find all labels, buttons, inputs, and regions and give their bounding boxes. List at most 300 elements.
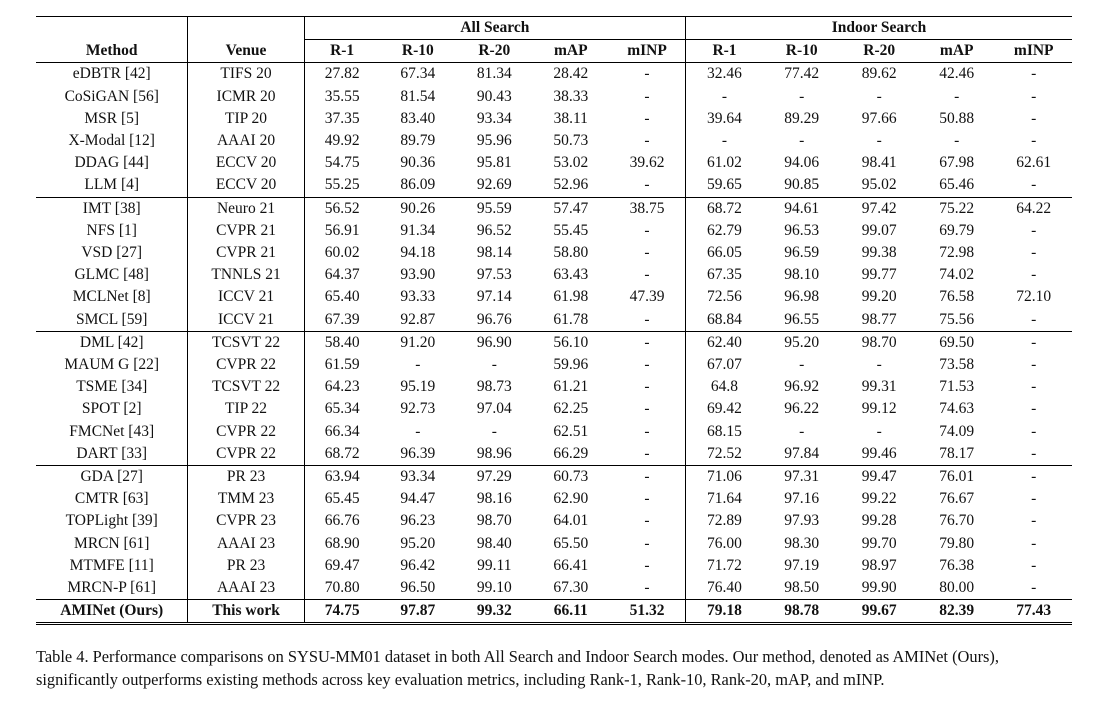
table-cell: - bbox=[995, 466, 1072, 489]
table-cell: 39.64 bbox=[686, 108, 763, 130]
table-cell: DART [33] bbox=[76, 444, 148, 462]
column-header: Venue bbox=[188, 40, 304, 63]
column-header: mINP bbox=[609, 40, 686, 63]
table-cell: - bbox=[644, 65, 650, 83]
table-cell: 98.41 bbox=[861, 154, 897, 172]
table-row bbox=[36, 510, 1072, 532]
table-cell: - bbox=[1031, 87, 1037, 105]
table-cell: ICMR 20 bbox=[188, 86, 304, 108]
table-cell: - bbox=[1031, 244, 1037, 262]
table-cell: - bbox=[1031, 132, 1037, 150]
table-cell: - bbox=[1031, 400, 1037, 418]
table-cell: - bbox=[876, 132, 882, 150]
table-cell: 38.11 bbox=[553, 109, 588, 127]
table-cell: 95.96 bbox=[476, 132, 512, 150]
table-cell: 70.80 bbox=[304, 577, 379, 600]
table-cell: 66.76 bbox=[304, 510, 379, 532]
table-cell: - bbox=[686, 86, 763, 108]
table-cell: 72.98 bbox=[939, 244, 975, 262]
table-cell: 81.54 bbox=[400, 87, 436, 105]
table-cell: 64.01 bbox=[553, 512, 589, 530]
table-cell: eDBTR [42] bbox=[72, 65, 151, 83]
table-row bbox=[36, 86, 1072, 108]
table-cell: 74.63 bbox=[939, 400, 975, 418]
table-cell: 72.10 bbox=[1016, 288, 1052, 306]
table-cell: AAAI 23 bbox=[188, 533, 304, 555]
table-cell: PR 23 bbox=[188, 555, 304, 577]
table-row bbox=[36, 152, 1072, 174]
table-cell: 65.46 bbox=[939, 176, 975, 194]
table-cell: 99.67 bbox=[840, 600, 917, 624]
table-cell: 99.10 bbox=[476, 579, 512, 597]
table-cell: 97.87 bbox=[380, 600, 456, 624]
table-cell: 38.33 bbox=[553, 87, 589, 105]
table-cell: 95.20 bbox=[400, 534, 436, 552]
table-cell: ICCV 21 bbox=[188, 309, 304, 332]
table-cell: 96.98 bbox=[784, 288, 820, 306]
table-cell: 49.92 bbox=[304, 130, 379, 152]
table-cell: 90.43 bbox=[476, 87, 512, 105]
table-cell: 99.38 bbox=[861, 244, 897, 262]
table-cell: - bbox=[644, 534, 650, 552]
table-cell: - bbox=[1031, 512, 1037, 530]
table-cell: 81.34 bbox=[476, 65, 512, 83]
table-cell: 76.01 bbox=[918, 466, 995, 489]
table-cell: - bbox=[644, 378, 650, 396]
table-cell: 97.16 bbox=[784, 490, 820, 508]
table-row bbox=[36, 286, 1072, 308]
column-header: R-1 bbox=[686, 40, 763, 63]
table-cell: 61.78 bbox=[553, 310, 589, 328]
table-cell: NFS [1] bbox=[86, 221, 137, 239]
table-cell: - bbox=[644, 266, 650, 284]
table-cell: 56.52 bbox=[304, 197, 379, 220]
table-row bbox=[36, 398, 1072, 420]
table-cell: 69.50 bbox=[918, 331, 995, 354]
table-cell: 28.42 bbox=[553, 65, 589, 83]
table-cell: 75.56 bbox=[939, 310, 975, 328]
table-cell: 66.29 bbox=[553, 444, 589, 462]
table-cell: 95.81 bbox=[476, 154, 512, 172]
table-cell: - bbox=[644, 132, 650, 150]
table-cell: 68.15 bbox=[686, 421, 763, 443]
table-cell: 95.59 bbox=[456, 197, 532, 220]
table-cell: - bbox=[1031, 176, 1037, 194]
table-cell: 89.62 bbox=[861, 65, 897, 83]
table-cell: 76.38 bbox=[939, 556, 975, 574]
table-cell: 50.73 bbox=[553, 132, 589, 150]
table-cell: 96.55 bbox=[784, 310, 820, 328]
table-cell: 62.61 bbox=[1016, 154, 1052, 172]
table-cell: 98.40 bbox=[476, 534, 512, 552]
table-cell: TCSVT 22 bbox=[188, 376, 304, 398]
table-cell: TIFS 20 bbox=[188, 63, 304, 86]
table-cell: 98.10 bbox=[784, 266, 820, 284]
table-cell: 57.47 bbox=[533, 197, 609, 220]
indoor-search-header: Indoor Search bbox=[686, 17, 1073, 40]
table-cell: 96.39 bbox=[400, 444, 436, 462]
table-cell: 94.06 bbox=[784, 154, 820, 172]
table-cell: 93.33 bbox=[400, 288, 436, 306]
table-cell: 97.31 bbox=[763, 466, 840, 489]
table-cell: 91.20 bbox=[380, 331, 456, 354]
table-cell: 96.22 bbox=[784, 400, 820, 418]
table-cell: 79.18 bbox=[686, 600, 763, 624]
table-cell: TCSVT 22 bbox=[188, 331, 304, 354]
table-cell: 52.96 bbox=[553, 176, 589, 194]
table-cell: CVPR 21 bbox=[188, 242, 304, 264]
table-cell: 50.88 bbox=[939, 109, 975, 127]
table-cell: GDA [27] bbox=[36, 466, 188, 489]
table-cell: 95.19 bbox=[400, 378, 436, 396]
table-cell: 97.42 bbox=[840, 197, 917, 220]
table-cell: 61.98 bbox=[553, 288, 589, 306]
table-cell: 42.46 bbox=[939, 65, 975, 83]
table-row bbox=[36, 108, 1072, 130]
table-cell: 66.41 bbox=[553, 556, 589, 574]
table-cell: 94.18 bbox=[400, 244, 436, 262]
table-cell: - bbox=[1031, 266, 1037, 284]
table-cell: - bbox=[686, 130, 763, 152]
table-cell: 96.92 bbox=[784, 378, 820, 396]
table-cell: 99.47 bbox=[840, 466, 917, 489]
table-cell: 76.40 bbox=[686, 577, 763, 600]
table-cell: 95.20 bbox=[763, 331, 840, 354]
table-cell: MAUM G [22] bbox=[64, 356, 160, 374]
table-cell: AMINet (Ours) bbox=[36, 600, 188, 624]
table-cell: 65.45 bbox=[304, 488, 379, 510]
table-cell: 68.72 bbox=[304, 443, 379, 466]
table-cell: - bbox=[491, 356, 497, 374]
table-cell: 51.32 bbox=[609, 600, 686, 624]
table-cell: 93.90 bbox=[400, 266, 436, 284]
table-caption: Table 4. Performance comparisons on SYSU-MM01 dataset in both All Search and Indoor Search modes. Our method, denoted as AMINet (Ours), significantly outperforms existing methods across key evaluation metrics, including Rank-1, Rank-10, Rank-20, mAP, and mINP. bbox=[36, 647, 999, 689]
table-cell: 58.80 bbox=[553, 244, 589, 262]
table-cell: - bbox=[644, 444, 650, 462]
table-cell: - bbox=[1031, 65, 1037, 83]
table-cell: - bbox=[644, 579, 650, 597]
table-cell: MSR [5] bbox=[84, 109, 140, 127]
table-cell: 97.84 bbox=[784, 444, 820, 462]
table-cell: DML [42] bbox=[36, 331, 188, 354]
table-cell: TOPLight [39] bbox=[65, 512, 158, 530]
table-cell: 56.10 bbox=[533, 331, 609, 354]
table-cell: 68.72 bbox=[686, 197, 763, 220]
table-cell: 92.73 bbox=[400, 400, 436, 418]
table-row bbox=[36, 488, 1072, 510]
table-cell: 94.61 bbox=[763, 197, 840, 220]
table-cell: 27.82 bbox=[304, 63, 379, 86]
table-cell: PR 23 bbox=[188, 466, 304, 489]
table-cell: - bbox=[491, 422, 497, 440]
table-cell: 67.35 bbox=[686, 264, 763, 286]
table-cell: DDAG [44] bbox=[74, 154, 149, 172]
table-cell: - bbox=[415, 422, 421, 440]
table-cell: - bbox=[644, 490, 650, 508]
table-cell: ICCV 21 bbox=[188, 286, 304, 308]
table-cell: - bbox=[1031, 422, 1037, 440]
table-cell: - bbox=[609, 466, 686, 489]
table-cell: 97.29 bbox=[456, 466, 532, 489]
table-cell: - bbox=[415, 356, 421, 374]
table-cell: 77.42 bbox=[784, 65, 820, 83]
table-cell: 99.28 bbox=[861, 512, 897, 530]
table-cell: 99.22 bbox=[861, 490, 897, 508]
table-cell: CVPR 21 bbox=[188, 220, 304, 242]
table-cell: - bbox=[644, 87, 650, 105]
table-cell: 65.40 bbox=[304, 286, 379, 308]
table-cell: TMM 23 bbox=[188, 488, 304, 510]
table-cell: 99.20 bbox=[861, 288, 897, 306]
table-cell: 63.43 bbox=[553, 266, 589, 284]
column-header-row bbox=[36, 40, 1072, 63]
table-cell: 61.02 bbox=[686, 152, 763, 174]
table-cell: TIP 20 bbox=[188, 108, 304, 130]
table-row bbox=[36, 242, 1072, 264]
table-cell: 35.55 bbox=[304, 86, 379, 108]
table-cell: 56.91 bbox=[304, 220, 379, 242]
table-cell: TSME [34] bbox=[76, 378, 148, 396]
table-cell: 64.8 bbox=[686, 376, 763, 398]
table-cell: 64.22 bbox=[995, 197, 1072, 220]
table-cell: 63.94 bbox=[304, 466, 379, 489]
table-cell: 98.50 bbox=[784, 579, 820, 597]
table-cell: 59.96 bbox=[553, 356, 589, 374]
table-cell: 37.35 bbox=[304, 108, 379, 130]
table-cell: 98.30 bbox=[784, 534, 820, 552]
table-cell: 94.47 bbox=[400, 490, 436, 508]
table-row bbox=[36, 63, 1072, 86]
table-cell: - bbox=[1031, 378, 1037, 396]
table-cell: - bbox=[1031, 579, 1037, 597]
table-cell: 67.34 bbox=[400, 65, 436, 83]
table-cell: 99.77 bbox=[861, 266, 897, 284]
table-cell: 96.52 bbox=[476, 221, 512, 239]
table-row bbox=[36, 331, 1072, 354]
table-cell: 99.07 bbox=[861, 221, 897, 239]
table-cell: 66.34 bbox=[304, 421, 379, 443]
table-body bbox=[36, 63, 1072, 624]
table-cell: 74.75 bbox=[304, 600, 379, 624]
results-table bbox=[36, 16, 1072, 625]
table-cell: 71.64 bbox=[686, 488, 763, 510]
table-cell: - bbox=[644, 109, 650, 127]
table-row bbox=[36, 443, 1072, 466]
table-cell: 98.70 bbox=[476, 512, 512, 530]
table-cell: MTMFE [11] bbox=[69, 556, 154, 574]
table-cell: 76.58 bbox=[939, 288, 975, 306]
table-cell: - bbox=[799, 356, 805, 374]
table-cell: 97.53 bbox=[476, 266, 512, 284]
table-cell: 98.73 bbox=[476, 378, 512, 396]
table-cell: 77.43 bbox=[995, 600, 1072, 624]
table-cell: 90.85 bbox=[784, 176, 820, 194]
table-cell: 96.76 bbox=[476, 310, 512, 328]
table-row bbox=[36, 130, 1072, 152]
table-cell: - bbox=[1031, 356, 1037, 374]
table-cell: 74.09 bbox=[939, 422, 975, 440]
table-cell: 97.19 bbox=[784, 556, 820, 574]
table-cell: - bbox=[1031, 556, 1037, 574]
table-cell: 65.34 bbox=[304, 398, 379, 420]
table-cell: 98.70 bbox=[840, 331, 917, 354]
table-cell: This work bbox=[188, 600, 304, 624]
table-cell: 83.40 bbox=[400, 109, 436, 127]
table-cell: 98.78 bbox=[763, 600, 840, 624]
table-cell: 72.89 bbox=[686, 510, 763, 532]
table-cell: 96.23 bbox=[400, 512, 436, 530]
table-cell: 89.79 bbox=[400, 132, 436, 150]
column-header: R-20 bbox=[840, 40, 917, 63]
table-cell: 92.69 bbox=[476, 176, 512, 194]
table-cell: 72.56 bbox=[686, 286, 763, 308]
table-row bbox=[36, 555, 1072, 577]
table-cell: - bbox=[609, 331, 686, 354]
table-cell: - bbox=[1031, 534, 1037, 552]
all-search-header: All Search bbox=[304, 17, 685, 40]
table-cell: 59.65 bbox=[686, 174, 763, 197]
table-cell: 71.06 bbox=[686, 466, 763, 489]
table-cell: FMCNet [43] bbox=[69, 422, 155, 440]
table-cell: 75.22 bbox=[918, 197, 995, 220]
table-cell: 97.14 bbox=[476, 288, 512, 306]
table-cell: 93.34 bbox=[380, 466, 456, 489]
table-cell: CVPR 23 bbox=[188, 510, 304, 532]
table-cell: - bbox=[1031, 490, 1037, 508]
table-cell: 53.02 bbox=[553, 154, 589, 172]
column-header: mINP bbox=[995, 40, 1072, 63]
table-cell: CVPR 22 bbox=[188, 421, 304, 443]
table-cell: 54.75 bbox=[304, 152, 379, 174]
table-cell: X-Modal [12] bbox=[68, 132, 155, 150]
table-cell: CVPR 22 bbox=[188, 354, 304, 376]
table-cell: 99.31 bbox=[861, 378, 897, 396]
table-cell: - bbox=[995, 331, 1072, 354]
table-cell: Neuro 21 bbox=[188, 197, 304, 220]
table-cell: 71.72 bbox=[686, 555, 763, 577]
table-cell: 99.32 bbox=[456, 600, 532, 624]
table-cell: 79.80 bbox=[939, 534, 975, 552]
table-cell: 86.09 bbox=[400, 176, 436, 194]
table-cell: 69.79 bbox=[939, 221, 975, 239]
column-header: R-1 bbox=[304, 40, 379, 63]
table-cell: IMT [38] bbox=[36, 197, 188, 220]
table-cell: VSD [27] bbox=[81, 244, 143, 262]
table-cell: SPOT [2] bbox=[81, 400, 142, 418]
table-cell: 71.53 bbox=[939, 378, 975, 396]
table-cell: - bbox=[644, 244, 650, 262]
table-cell: 47.39 bbox=[629, 288, 665, 306]
group-header-row bbox=[36, 17, 1072, 40]
table-cell: 67.30 bbox=[553, 579, 589, 597]
table-cell: LLM [4] bbox=[84, 176, 140, 194]
table-cell: SMCL [59] bbox=[76, 310, 148, 328]
table-cell: - bbox=[644, 556, 650, 574]
table-cell: 69.47 bbox=[304, 555, 379, 577]
table-cell: 98.97 bbox=[861, 556, 897, 574]
table-row bbox=[36, 577, 1072, 600]
table-cell: 67.98 bbox=[939, 154, 975, 172]
table-cell: CMTR [63] bbox=[74, 490, 149, 508]
table-cell: 66.11 bbox=[533, 600, 609, 624]
table-cell: 74.02 bbox=[939, 266, 975, 284]
table-cell: 89.29 bbox=[784, 109, 820, 127]
table-row bbox=[36, 533, 1072, 555]
table-cell: 96.59 bbox=[784, 244, 820, 262]
table-cell: - bbox=[876, 87, 882, 105]
table-cell: - bbox=[1031, 444, 1037, 462]
table-cell: 60.02 bbox=[304, 242, 379, 264]
table-cell: 62.51 bbox=[553, 422, 589, 440]
table-cell: 61.59 bbox=[304, 354, 379, 376]
table-cell: 98.77 bbox=[861, 310, 897, 328]
table-cell: 55.25 bbox=[304, 174, 379, 197]
table-cell: 58.40 bbox=[304, 331, 379, 354]
table-cell: 96.53 bbox=[784, 221, 820, 239]
table-cell: MRCN [61] bbox=[74, 534, 150, 552]
table-row bbox=[36, 197, 1072, 220]
table-cell: 99.46 bbox=[861, 444, 897, 462]
table-cell: 64.37 bbox=[304, 264, 379, 286]
table-row bbox=[36, 376, 1072, 398]
table-cell: 98.16 bbox=[476, 490, 512, 508]
table-cell: - bbox=[644, 221, 650, 239]
table-row bbox=[36, 309, 1072, 332]
table-cell: 99.90 bbox=[861, 579, 897, 597]
table-cell: 72.52 bbox=[686, 443, 763, 466]
table-cell: 76.67 bbox=[939, 490, 975, 508]
table-row bbox=[36, 466, 1072, 489]
table-cell: 64.23 bbox=[304, 376, 379, 398]
table-cell: - bbox=[954, 132, 960, 150]
table-cell: 95.02 bbox=[861, 176, 897, 194]
table-row bbox=[36, 600, 1072, 624]
table-cell: 96.90 bbox=[456, 331, 532, 354]
table-cell: - bbox=[799, 422, 805, 440]
table-cell: - bbox=[644, 176, 650, 194]
table-cell: - bbox=[876, 356, 882, 374]
table-cell: TNNLS 21 bbox=[188, 264, 304, 286]
table-cell: 98.14 bbox=[476, 244, 512, 262]
table-cell: 96.50 bbox=[400, 579, 436, 597]
table-cell: 65.50 bbox=[553, 534, 589, 552]
table-cell: 97.04 bbox=[476, 400, 512, 418]
table-cell: - bbox=[799, 132, 805, 150]
table-cell: - bbox=[876, 422, 882, 440]
table-cell: 62.90 bbox=[553, 490, 589, 508]
table-cell: 73.58 bbox=[939, 356, 975, 374]
table-cell: 78.17 bbox=[939, 444, 975, 462]
table-cell: - bbox=[1031, 310, 1037, 328]
table-cell: 98.96 bbox=[476, 444, 512, 462]
table-cell: 69.42 bbox=[686, 398, 763, 420]
table-cell: - bbox=[799, 87, 805, 105]
table-cell: - bbox=[644, 512, 650, 530]
table-cell: 55.45 bbox=[553, 221, 589, 239]
table-cell: 92.87 bbox=[400, 310, 436, 328]
table-cell: AAAI 23 bbox=[188, 577, 304, 600]
table-cell: CVPR 22 bbox=[188, 443, 304, 466]
table-cell: - bbox=[954, 87, 960, 105]
table-cell: 68.90 bbox=[304, 533, 379, 555]
table-cell: 62.25 bbox=[553, 400, 589, 418]
table-cell: 96.42 bbox=[400, 556, 436, 574]
column-header: R-10 bbox=[380, 40, 456, 63]
table-cell: 67.39 bbox=[304, 309, 379, 332]
table-cell: - bbox=[644, 400, 650, 418]
table-cell: 62.79 bbox=[686, 220, 763, 242]
table-row bbox=[36, 421, 1072, 443]
